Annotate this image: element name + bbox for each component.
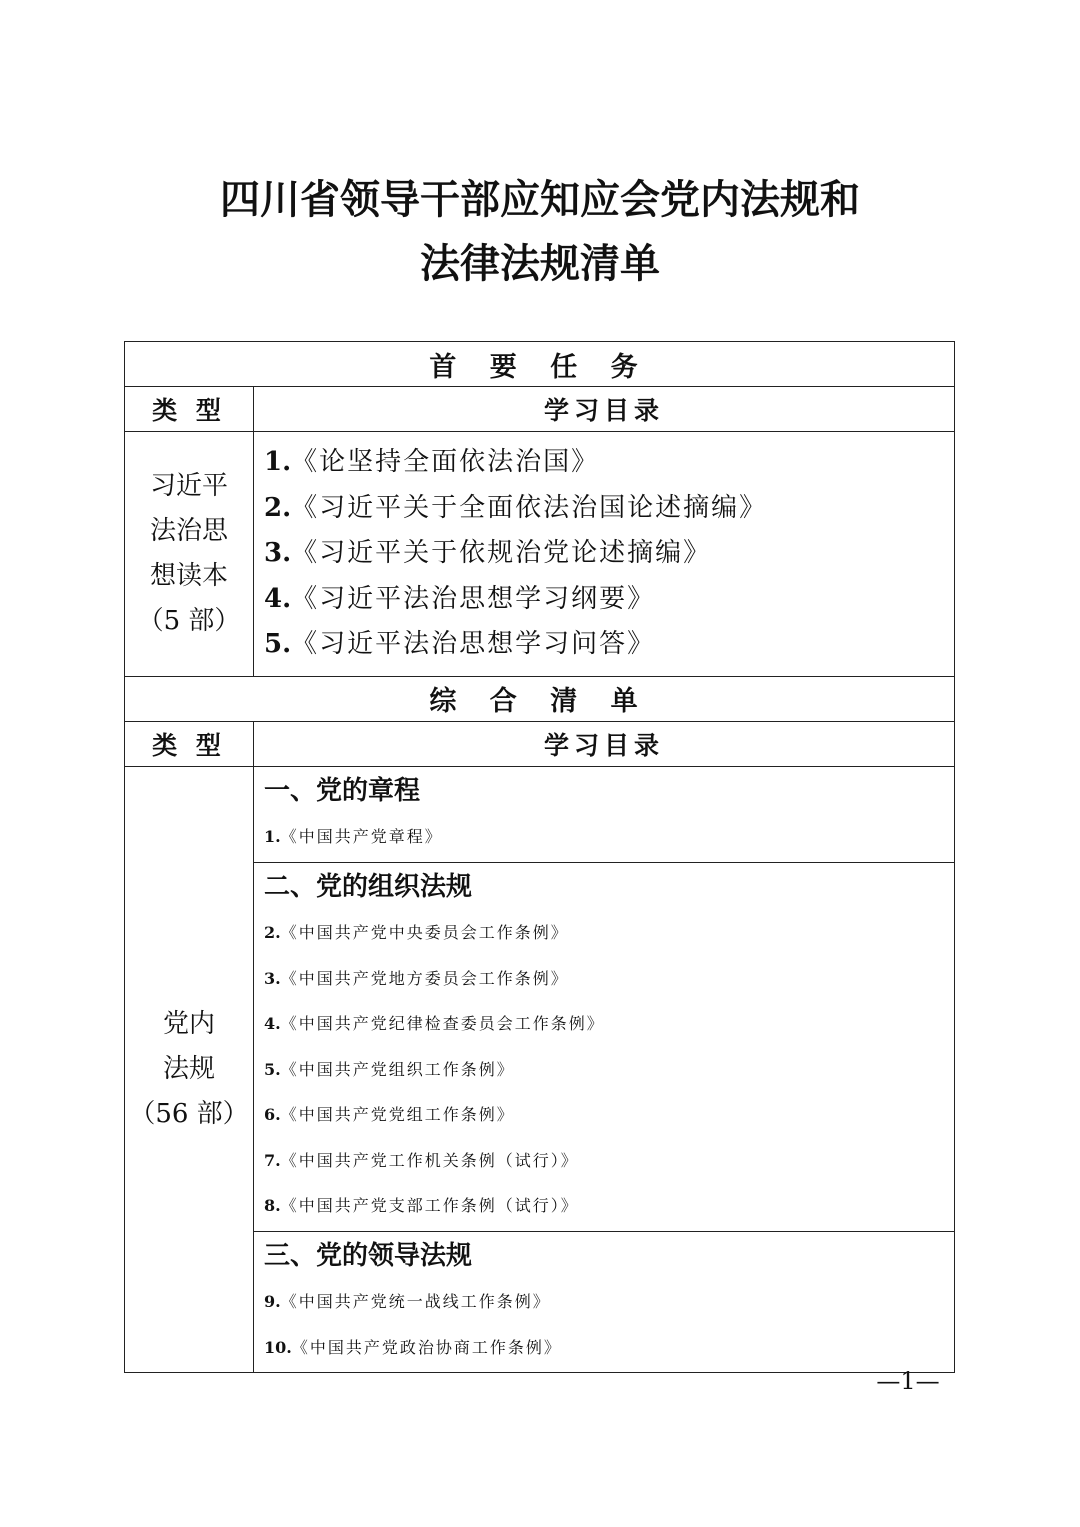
- type-line: 党内: [162, 1008, 215, 1039]
- list-item: 9.《中国共产党统一战线工作条例》: [264, 1292, 551, 1311]
- section-heading-comprehensive: 综 合 清 单: [125, 676, 955, 721]
- title-line-1: 四川省领导干部应知应会党内法规和: [220, 177, 860, 223]
- type-line: 法规: [162, 1053, 215, 1084]
- list-item: 7.《中国共产党工作机关条例（试行）》: [264, 1150, 579, 1170]
- column-header-catalog: 学习目录: [254, 721, 955, 766]
- catalog-list-primary: [254, 432, 955, 677]
- type-cell-party-regulations: [125, 766, 254, 1373]
- group-heading: 二、党的组织法规: [264, 871, 473, 902]
- list-item: 8.《中国共产党支部工作条例（试行）》: [264, 1196, 579, 1215]
- group-heading: 三、党的领导法规: [264, 1240, 473, 1271]
- column-header-catalog: 学习目录: [254, 387, 955, 432]
- list-item: 5.《中国共产党组织工作条例》: [264, 1059, 515, 1079]
- list-item: 4.《中国共产党纪律检查委员会工作条例》: [264, 1014, 605, 1033]
- document-title: [0, 168, 1080, 296]
- list-item: 1.《论坚持全面依法治国》: [264, 447, 600, 477]
- group-organization-regulations: [254, 862, 955, 1231]
- section-heading-primary-task: 首 要 任 务: [125, 342, 955, 387]
- list-item: 3.《习近平关于依规治党论述摘编》: [264, 538, 712, 568]
- group-heading: 一、党的章程: [264, 775, 421, 806]
- title-line-2: 法律法规清单: [420, 241, 660, 287]
- list-item: 6.《中国共产党党组工作条例》: [264, 1105, 515, 1124]
- type-line: （56 部）: [129, 1098, 249, 1129]
- type-line: 法治思: [149, 515, 228, 546]
- list-item: 2.《中国共产党中央委员会工作条例》: [264, 923, 569, 942]
- list-item: 5.《习近平法治思想学习问答》: [264, 629, 656, 659]
- list-item: 3.《中国共产党地方委员会工作条例》: [264, 968, 569, 988]
- group-party-constitution: [254, 766, 955, 862]
- group-leadership-regulations: [254, 1231, 955, 1373]
- list-item: 4.《习近平法治思想学习纲要》: [264, 583, 656, 614]
- column-header-type: 类 型: [125, 721, 254, 766]
- list-item: 2.《习近平关于全面依法治国论述摘编》: [264, 492, 768, 523]
- type-cell-xi-thought: [125, 432, 254, 677]
- type-line: （5 部）: [137, 605, 241, 636]
- checklist-table: [124, 341, 955, 1373]
- list-item: 1.《中国共产党章程》: [264, 827, 443, 846]
- page-number: —1—: [876, 1367, 940, 1395]
- column-header-type: 类 型: [125, 387, 254, 432]
- list-item: 10.《中国共产党政治协商工作条例》: [264, 1337, 562, 1357]
- type-line: 想读本: [149, 560, 228, 591]
- type-line: 习近平: [149, 470, 228, 501]
